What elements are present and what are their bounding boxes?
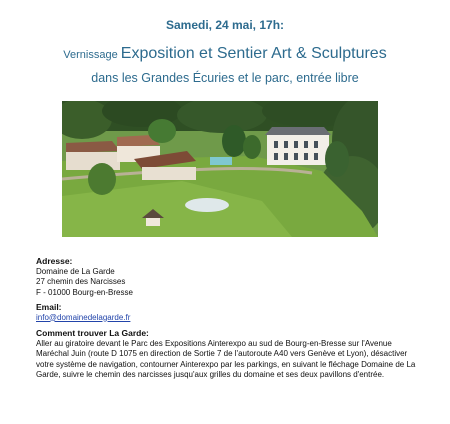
- email-block: [36, 302, 416, 323]
- email-label: Email:: [36, 302, 62, 312]
- aerial-photo-domaine: [62, 101, 378, 237]
- address-line: Domaine de La Garde: [36, 266, 115, 276]
- event-date: Samedi, 24 mai, 17h:: [165, 18, 285, 32]
- address-line: 27 chemin des Narcisses: [36, 277, 126, 286]
- directions-label: Comment trouver La Garde:: [36, 328, 149, 338]
- event-title-line: [0, 45, 450, 64]
- event-prefix: Vernissage: [63, 49, 121, 61]
- address-label: Adresse:: [36, 256, 73, 266]
- directions-text: Aller au giratoire devant le Parc des Expositions Ainterexpo au sud de Bourg-en-Bresse sur l'Avenue Maréchal Juin (route D 1075 en direction de Sortie 7 de l'autoroute A40 vers Genève et Lyon), désactiver votre système de navigation, contourner Ainterexpo par les parkings, en suivant le fléchage Domaine de La Garde, suivre le chemin des narcisses jusqu'aux grilles du domaine et ses deux pavillons d'entrée.: [36, 338, 416, 379]
- event-subtitle: dans les Grandes Écuries et le parc, entrée libre: [91, 71, 359, 85]
- address-line: F - 01000 Bourg-en-Bresse: [36, 287, 133, 297]
- event-title: Exposition et Sentier Art & Sculptures: [120, 45, 387, 62]
- email-link[interactable]: info@domainedelagarde.fr: [36, 312, 131, 322]
- address-block: [36, 256, 416, 298]
- directions-block: [36, 328, 416, 381]
